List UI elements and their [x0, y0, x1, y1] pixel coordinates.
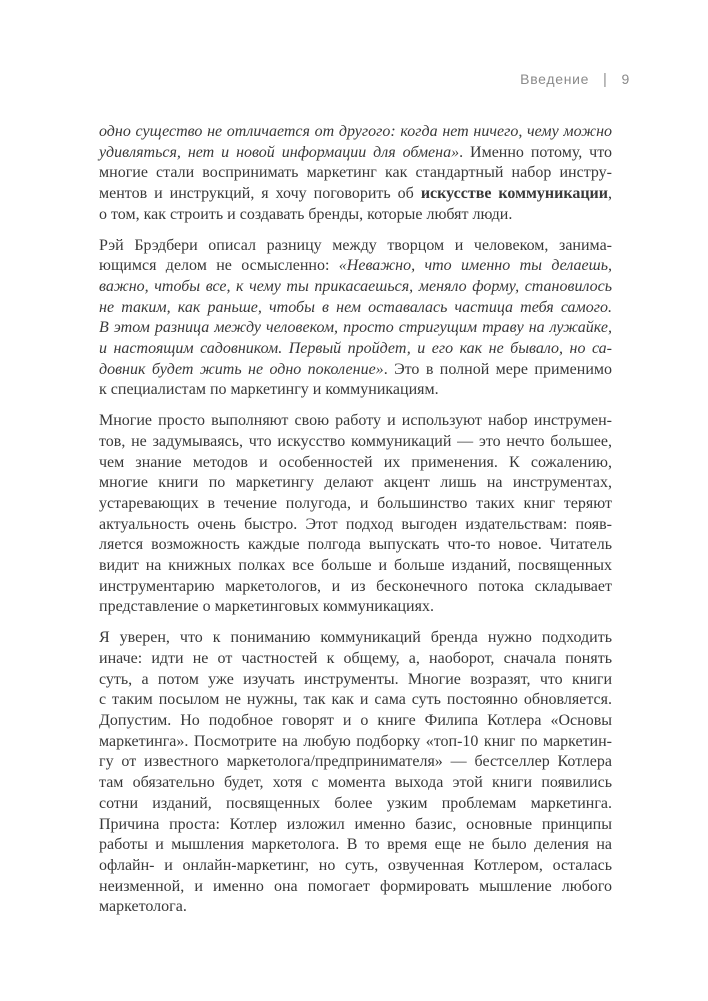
- text-line: [99, 515, 612, 536]
- text-line: [99, 236, 612, 257]
- text-run: . Это в полной мере применимо: [383, 360, 613, 378]
- text-line: [99, 339, 612, 360]
- text-run: неизменной, и именно она помогает формировать мышление любого: [99, 877, 612, 895]
- page-number: 9: [621, 71, 630, 87]
- text-line: [99, 318, 612, 339]
- text-run: к специалистам по маркетингу и коммуникациям.: [99, 381, 439, 399]
- text-run: ментов и инструкций, я хочу поговорить об: [99, 185, 421, 203]
- text-run: ющимся делом не осмысленно:: [99, 257, 339, 275]
- text-line: [99, 773, 612, 794]
- text-line: [99, 298, 612, 319]
- text-run: . Именно потому, что: [459, 143, 612, 161]
- italic-text-run: одно существо не отличается от другого: когда нет ничего, чему можно: [99, 123, 612, 140]
- text-run: работы и мышления маркетолога. В то время еще не было деления на: [99, 836, 612, 854]
- text-line: [99, 205, 612, 226]
- text-run: многие стали воспринимать маркетинг как стандартный набор инстру-: [99, 164, 612, 182]
- text-line: [99, 815, 612, 836]
- text-run: офлайн- и онлайн-маркетинг, но суть, озвученная Котлером, осталась: [99, 856, 612, 874]
- text-line: [99, 473, 612, 494]
- text-line: [99, 411, 612, 432]
- text-line: [99, 794, 612, 815]
- chapter-title: Введение: [520, 71, 590, 87]
- text-line: [99, 453, 612, 474]
- text-line: [99, 256, 612, 277]
- text-run: многие книги по маркетингу делают акцент лишь на инструментах,: [99, 474, 612, 492]
- text-line: [99, 360, 612, 381]
- text-line: [99, 277, 612, 298]
- paragraph: [99, 236, 612, 402]
- text-line: [99, 752, 612, 773]
- text-line: [99, 711, 612, 732]
- text-line: [99, 856, 612, 877]
- running-head: [0, 71, 630, 87]
- text-line: [99, 732, 612, 753]
- text-line: [99, 535, 612, 556]
- text-run: ,: [608, 185, 612, 203]
- text-run: инструментарию маркетологов, и из бесконечного потока складывает: [99, 577, 612, 595]
- text-run: тов, не задумываясь, что искусство коммуникаций — это нечто большее,: [99, 432, 612, 450]
- text-run: гу от известного маркетолога/предпринимателя» — бестселлер Котлера: [99, 753, 612, 771]
- text-line: [99, 122, 612, 143]
- text-line: [99, 577, 612, 598]
- text-line: [99, 380, 612, 401]
- text-line: [99, 670, 612, 691]
- text-run: актуальность очень быстро. Этот подход выгоден издательствам: появ-: [99, 515, 612, 533]
- text-line: [99, 877, 612, 898]
- text-line: [99, 690, 612, 711]
- text-line: [99, 494, 612, 515]
- italic-text-run: удивляться, нет и новой информации для обмена»: [99, 143, 460, 161]
- italic-text-run: довник будет жить не одно поколение»: [99, 360, 384, 378]
- text-line: [99, 628, 612, 649]
- text-run: Я уверен, что к пониманию коммуникаций бренда нужно подходить: [99, 629, 612, 647]
- italic-text-run: не таким, как раньше, чтобы в нем оставалась частица тебя самого.: [99, 298, 612, 316]
- text-run: иначе: идти не от частностей к общему, а, наоборот, сначала понять: [99, 649, 612, 667]
- text-run: чем знание методов и особенностей их применения. К сожалению,: [99, 453, 612, 471]
- italic-text-run: В этом разница между человеком, просто стригущим траву на лужайке,: [99, 319, 612, 337]
- paragraph: [99, 411, 612, 618]
- italic-text-run: важно, чтобы все, к чему ты прикасаешься, меняло форму, становилось: [99, 277, 612, 295]
- text-run: суть, а потом уже изучать инструменты. Многие возразят, что книги: [99, 670, 612, 688]
- bold-text-run: искусстве коммуникации: [420, 185, 608, 203]
- header-separator: |: [603, 70, 608, 88]
- text-run: о том, как строить и создавать бренды, которые любят люди.: [99, 205, 513, 223]
- paragraph: [99, 628, 612, 918]
- text-line: [99, 163, 612, 184]
- text-run: с таким посылом не нужны, так как и сама суть постоянно обновляется.: [99, 691, 612, 709]
- text-line: [99, 143, 612, 164]
- text-run: устаревающих в течение полугода, и большинство таких книг теряют: [99, 494, 612, 512]
- text-run: маркетинга». Посмотрите на любую подборку «топ-10 книг по маркетин-: [99, 732, 612, 750]
- text-run: представление о маркетинговых коммуникациях.: [99, 598, 434, 616]
- text-run: ляется возможность каждые полгода выпускать что-то новое. Читатель: [99, 536, 612, 554]
- text-run: Рэй Брэдбери описал разницу между творцом и человеком, занима-: [99, 236, 612, 254]
- text-line: [99, 432, 612, 453]
- text-run: Многие просто выполняют свою работу и используют набор инструмен-: [99, 412, 612, 430]
- text-line: [99, 835, 612, 856]
- text-line: [99, 556, 612, 577]
- italic-text-run: и настоящим садовником. Первый пройдет, и его как не бывало, но са-: [99, 340, 612, 358]
- italic-text-run: «Неважно, что именно ты делаешь,: [338, 257, 612, 275]
- text-run: сотни изданий, посвященных более узким проблемам маркетинга.: [99, 794, 612, 812]
- text-run: Допустим. Но подобное говорят и о книге Филипа Котлера «Основы: [99, 711, 612, 729]
- text-line: [99, 184, 612, 205]
- body-text: [99, 122, 612, 928]
- text-run: там обязательно будет, хотя с момента выхода этой книги появились: [99, 774, 612, 792]
- text-line: [99, 597, 612, 618]
- text-line: [99, 897, 612, 918]
- text-run: видит на книжных полках все больше и больше изданий, посвященных: [99, 557, 612, 575]
- text-run: Причина проста: Котлер изложил именно базис, основные принципы: [99, 815, 612, 833]
- text-run: маркетолога.: [99, 898, 187, 916]
- text-line: [99, 649, 612, 670]
- paragraph: [99, 122, 612, 226]
